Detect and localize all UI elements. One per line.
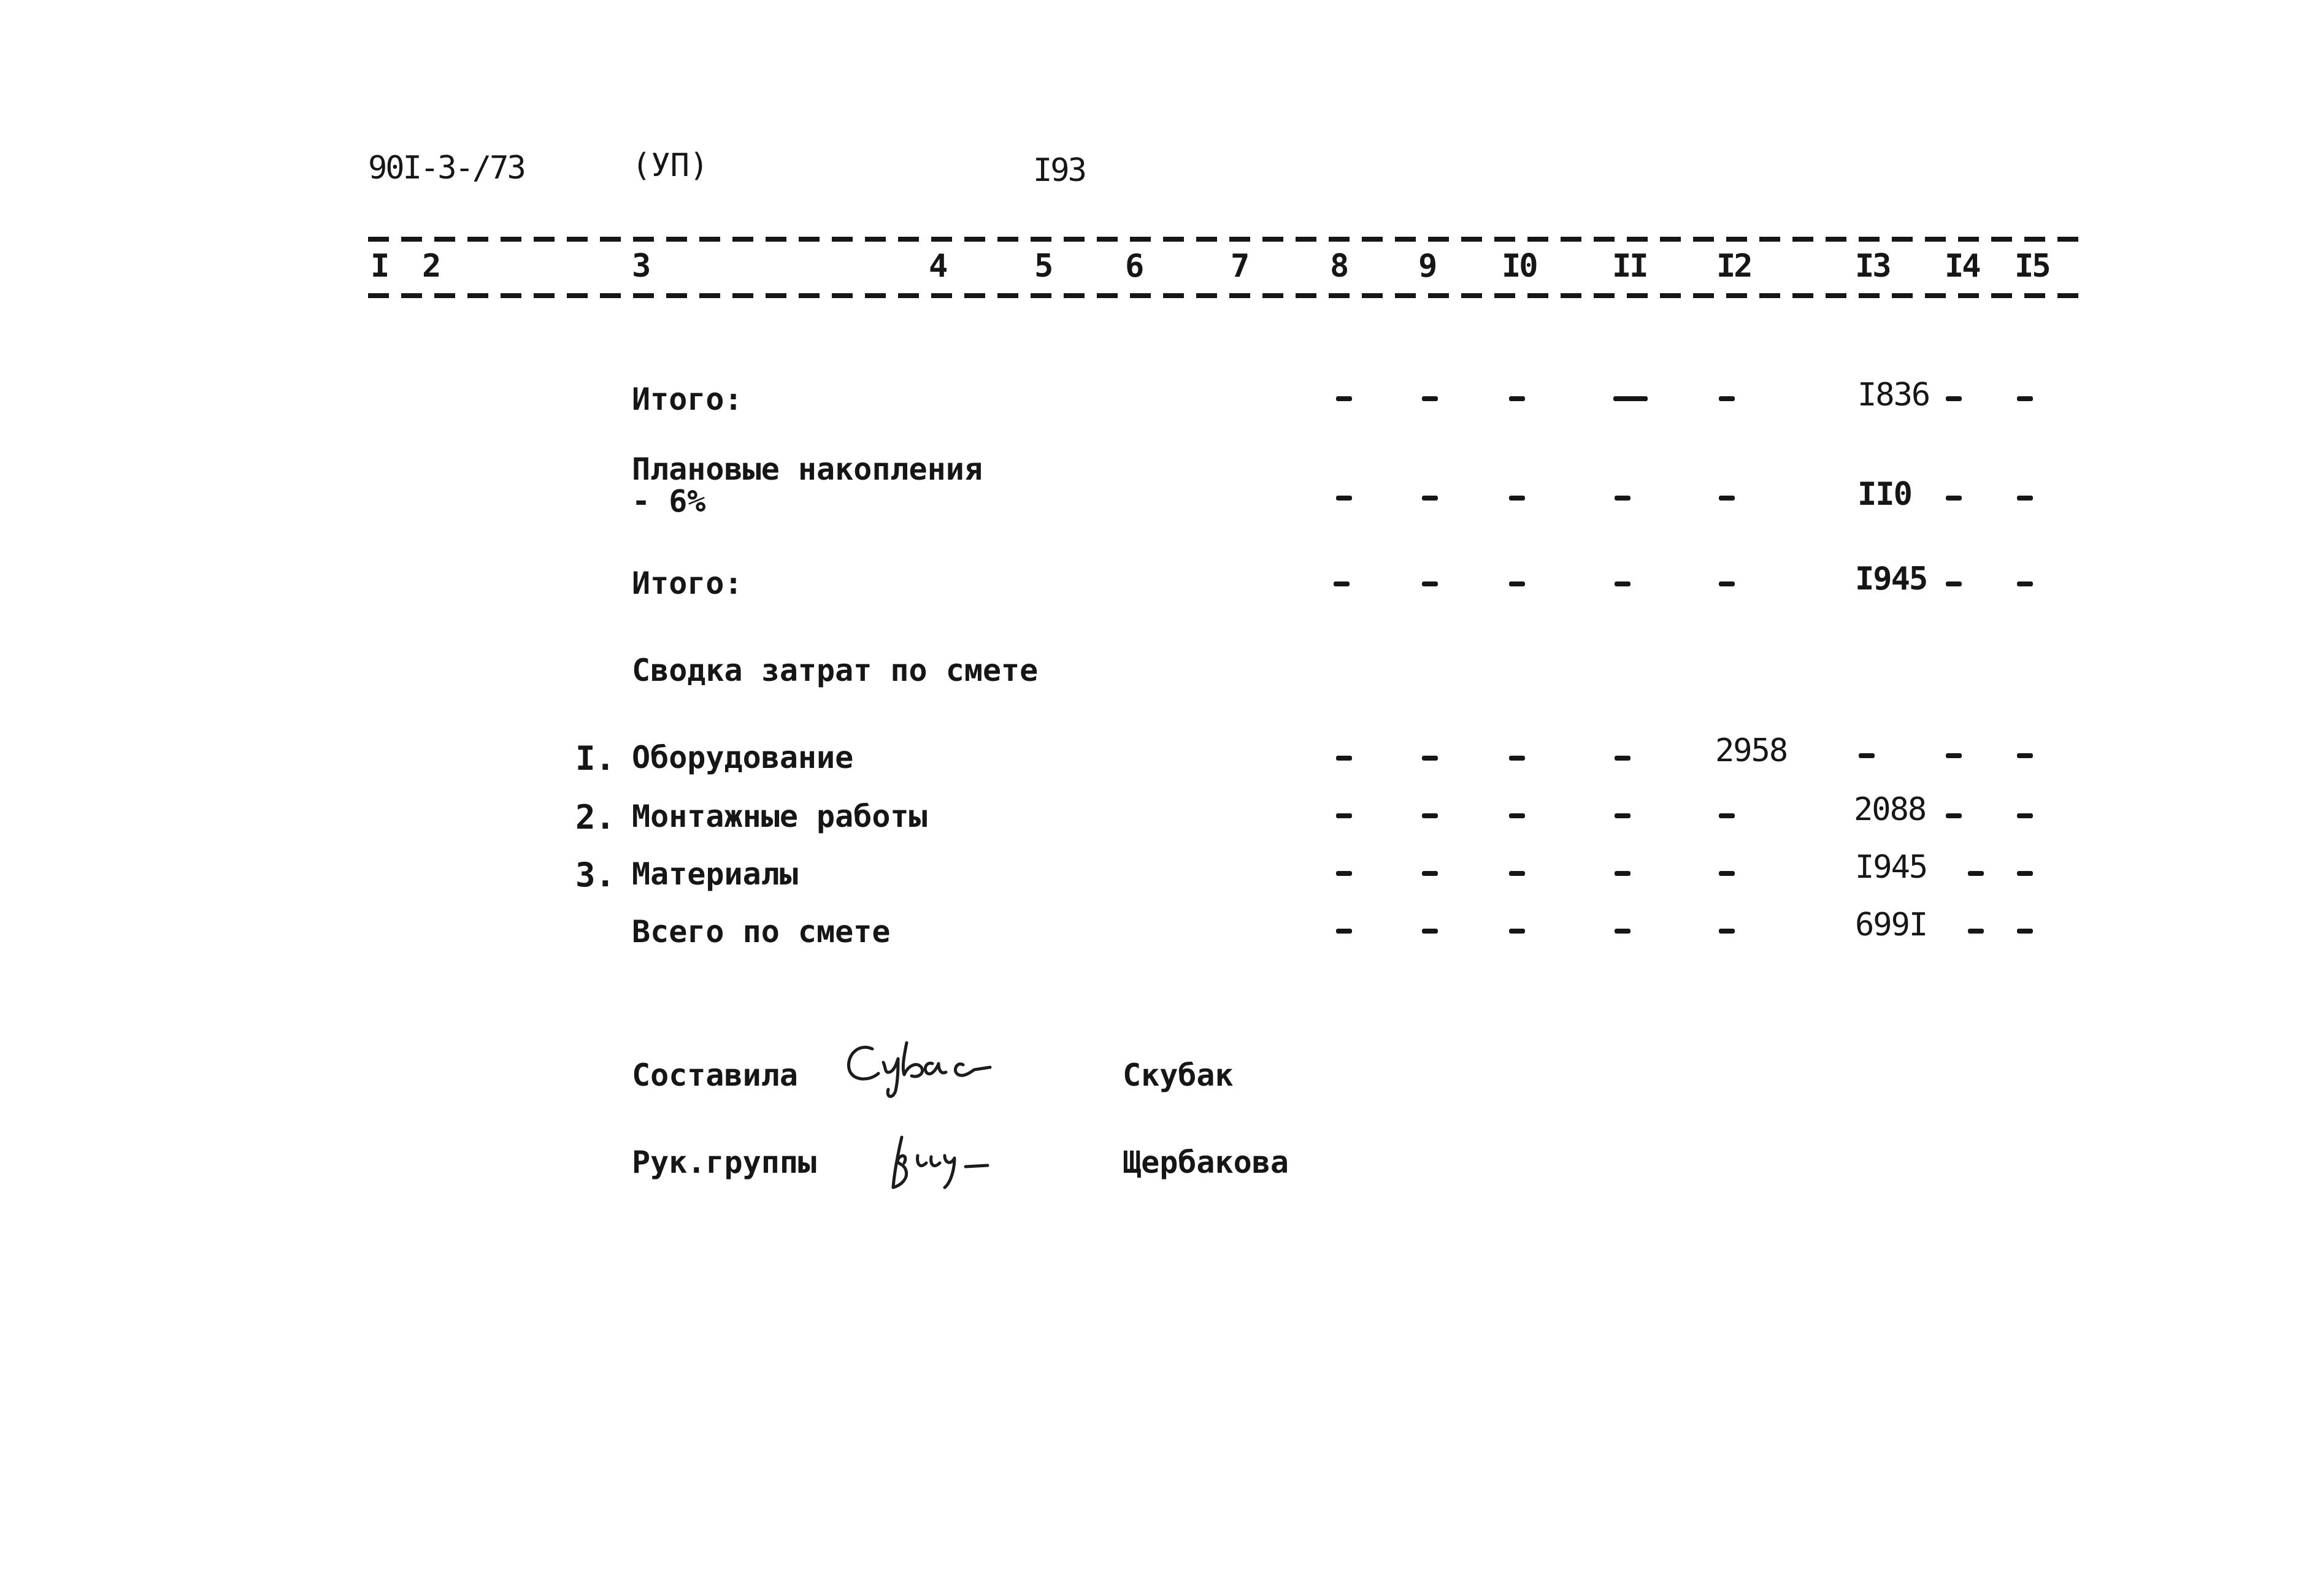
compiled-by-name: Скубак [1123, 1057, 1234, 1093]
dash-cell [1336, 871, 1352, 876]
row-label: Плановые накопления [632, 451, 983, 487]
dash-cell [1336, 496, 1352, 501]
dash-cell [1719, 581, 1735, 586]
value-cell: 2088 [1854, 791, 1926, 828]
dash-cell [1968, 929, 1984, 934]
dash-cell [1509, 581, 1525, 586]
item-label: Монтажные работы [632, 799, 928, 834]
dash-cell [1509, 929, 1525, 934]
dash-cell [1615, 756, 1631, 761]
dash-cell [1719, 813, 1735, 818]
item-number: 2. [575, 798, 616, 837]
dash-cell [1946, 813, 1962, 818]
dash-cell [1509, 756, 1525, 761]
item-number: 3. [575, 856, 616, 894]
value-cell: II0 [1857, 476, 1911, 513]
dash-cell [1615, 496, 1631, 501]
item-label: Оборудование [632, 740, 854, 775]
dash-cell [1615, 581, 1631, 586]
dash-cell [1719, 871, 1735, 876]
dash-cell [1422, 871, 1438, 876]
dash-cell [2017, 496, 2033, 501]
dash-cell [1968, 871, 1984, 876]
dash-cell [2017, 929, 2033, 934]
column-number: 4 [929, 248, 948, 285]
column-number: I0 [1502, 248, 1537, 285]
summary-heading: Сводка затрат по смете [632, 653, 1039, 688]
dash-cell [1859, 753, 1875, 758]
dash-cell [1422, 813, 1438, 818]
header-top-rule [368, 237, 2080, 242]
column-number: I4 [1945, 248, 1980, 285]
dash-cell [1509, 871, 1525, 876]
dash-cell [1719, 396, 1735, 401]
section-code: (УП) [632, 147, 709, 184]
value-cell: I945 [1855, 561, 1927, 597]
page-number: I93 [1033, 152, 1085, 189]
dash-cell [1946, 396, 1962, 401]
dash-cell [1422, 396, 1438, 401]
column-number: I2 [1716, 248, 1751, 285]
column-number: 7 [1231, 248, 1250, 285]
dash-cell [2017, 813, 2033, 818]
dash-cell [1946, 581, 1962, 586]
column-number: 6 [1125, 248, 1145, 285]
dash-cell [1336, 396, 1352, 401]
dash-cell [1509, 813, 1525, 818]
row-label: - 6% [632, 483, 706, 519]
compiled-signature [840, 1030, 1000, 1104]
document-code: 90I-3-/73 [368, 150, 524, 186]
row-label: Итого: [632, 382, 743, 417]
row-label: Итого: [632, 566, 743, 601]
dash-cell [1422, 496, 1438, 501]
dash-cell [1509, 496, 1525, 501]
item-label: Материалы [632, 856, 798, 892]
column-number: 9 [1418, 248, 1438, 285]
dash-cell [1946, 496, 1962, 501]
column-number: I [371, 248, 390, 285]
dash-cell [1336, 813, 1352, 818]
item-label: Всего по смете [632, 914, 891, 950]
group-head-label: Рук.группы [632, 1145, 817, 1180]
dash-cell [1946, 753, 1962, 758]
dash-cell [2017, 753, 2033, 758]
value-cell: I945 [1855, 849, 1927, 886]
column-number: 8 [1330, 248, 1350, 285]
dash-cell [1719, 496, 1735, 501]
value-cell: I836 [1857, 377, 1930, 413]
dash-cell [2017, 581, 2033, 586]
header-bottom-rule [368, 293, 2080, 298]
dash-cell [1422, 756, 1438, 761]
dash-cell [1509, 396, 1525, 401]
dash-cell [1336, 756, 1352, 761]
column-number: I5 [2015, 248, 2049, 285]
dash-cell [1719, 929, 1735, 934]
group-head-signature [883, 1129, 1006, 1196]
dash-cell [1613, 396, 1648, 401]
dash-cell [1615, 929, 1631, 934]
dash-cell [2017, 871, 2033, 876]
column-number: II [1612, 248, 1647, 285]
column-number: 3 [632, 248, 651, 285]
compiled-by-label: Составила [632, 1057, 798, 1093]
dash-cell [1422, 581, 1438, 586]
dash-cell [1615, 871, 1631, 876]
group-head-name: Щербакова [1123, 1145, 1289, 1180]
column-number: 2 [422, 248, 442, 285]
value-cell: 699I [1855, 907, 1927, 943]
item-number: I. [575, 739, 616, 778]
dash-cell [2017, 396, 2033, 401]
dash-cell [1334, 581, 1350, 586]
column-number: 5 [1034, 248, 1054, 285]
dash-cell [1336, 929, 1352, 934]
value-cell: 2958 [1715, 732, 1788, 769]
dash-cell [1615, 813, 1631, 818]
dash-cell [1422, 929, 1438, 934]
column-number: I3 [1855, 248, 1890, 285]
